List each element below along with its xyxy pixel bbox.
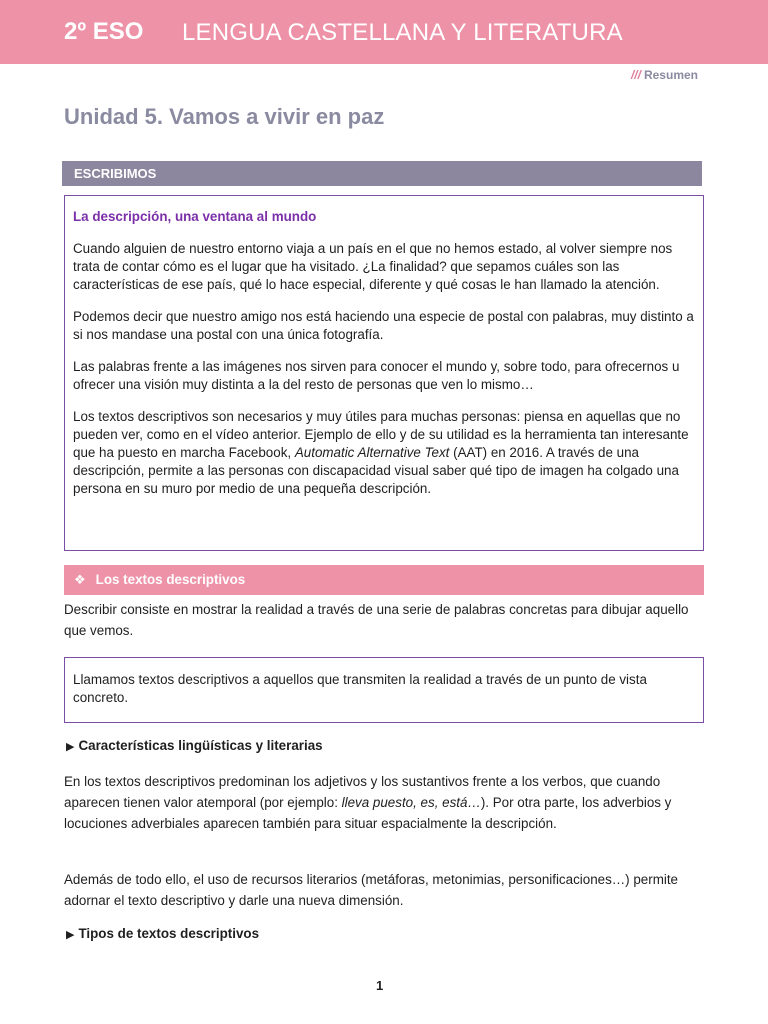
- resumen-label: Resumen: [643, 68, 698, 82]
- definition-text: Llamamos textos descriptivos a aquellos que transmiten la realidad a través de un punto de vista concreto.: [73, 672, 647, 705]
- intro-p4-text: Los textos descriptivos son necesarios y muy útiles para muchas personas: piensa en aquellas que no pueden ver, como en el vídeo anterior. Ejemplo de ello y de su utilidad es la herramienta tan interesante que ha puesto en marcha Facebook,: [73, 409, 689, 460]
- subhead-caracteristicas-label: Características lingüísticas y literarias: [78, 738, 323, 753]
- section-bar-escribimos: ESCRIBIMOS: [62, 161, 702, 186]
- subject-label: LENGUA CASTELLANA Y LITERATURA: [182, 19, 623, 46]
- intro-p4-italic: Automatic Alternative Text: [294, 445, 450, 460]
- resumen-tag: [631, 68, 698, 82]
- intro-paragraph-1: Cuando alguien de nuestro entorno viaja a un país en el que no hemos estado, al volver siempre nos trata de contar cómo es el lugar que ha visitado. ¿La finalidad? que sepamos cuáles son las características de ese país, qué lo hace especial, diferente y qué cosas le han llamado la atención.: [73, 241, 673, 292]
- diamond-bullet-icon: ❖: [74, 572, 86, 587]
- intro-paragraph-4: [73, 408, 695, 498]
- intro-box: [64, 195, 704, 551]
- subhead-tipos-label: Tipos de textos descriptivos: [78, 926, 260, 941]
- subhead-tipos: [66, 926, 259, 941]
- paragraph-predominan-italic: lleva puesto, es, está…: [341, 795, 481, 810]
- describe-paragraph: Describir consiste en mostrar la realidad a través de una serie de palabras concretas para dibujar aquello que vemos.: [64, 602, 689, 638]
- subsection-label: Los textos descriptivos: [95, 572, 246, 587]
- subsection-bar: [64, 565, 704, 595]
- paragraph-predominan-text: En los textos descriptivos predominan los adjetivos y los sustantivos frente a los verbos, que cuando aparecen tienen valor atemporal (por ejemplo:: [64, 774, 661, 810]
- definition-box: [64, 657, 704, 723]
- slashes-icon: ///: [630, 68, 641, 82]
- triangle-right-icon: ▶: [66, 929, 75, 941]
- intro-box-title: La descripción, una ventana al mundo: [73, 209, 317, 224]
- intro-p4-text-end: (AAT) en 2016. A través de una descripción, permite a las personas con discapacidad visual saber qué tipo de imagen ha colgado una persona en su muro por medio de una pequeña descripción.: [73, 445, 679, 496]
- page-number: 1: [376, 978, 384, 993]
- paragraph-predominan: [64, 771, 706, 834]
- unit-title: Unidad 5. Vamos a vivir en paz: [64, 104, 385, 129]
- grade-label: 2º ESO: [64, 18, 144, 45]
- intro-paragraph-2: Podemos decir que nuestro amigo nos está haciendo una especie de postal con palabras, muy distinto a si nos mandase una postal con una única fotografía.: [73, 309, 694, 342]
- triangle-right-icon: ▶: [66, 741, 75, 753]
- page-header: [0, 0, 768, 64]
- paragraph-recursos: Además de todo ello, el uso de recursos literarios (metáforas, metonimias, personificaciones…) permite adornar el texto descriptivo y darle una nueva dimensión.: [64, 872, 679, 908]
- intro-paragraph-3: Las palabras frente a las imágenes nos sirven para conocer el mundo y, sobre todo, para ofrecernos u ofrecer una visión muy distinta a la del resto de personas que ven lo mismo…: [73, 359, 680, 392]
- paragraph-predominan-text-end: ). Por otra parte, los adverbios y locuciones adverbiales aparecen también para situar espacialmente la descripción.: [64, 795, 672, 831]
- subhead-caracteristicas: [66, 738, 323, 753]
